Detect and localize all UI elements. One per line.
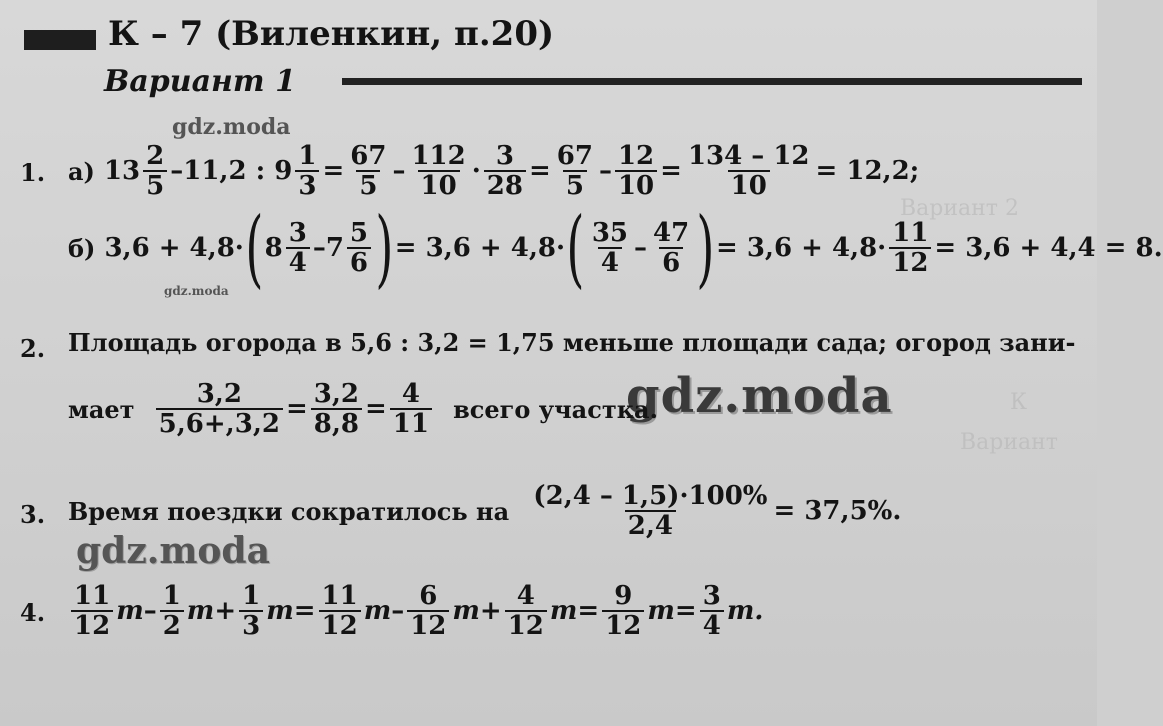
problem-4-number: 4. xyxy=(20,598,46,627)
variant-title: Вариант 1 xyxy=(104,64,296,99)
problem-2-prefix: мает xyxy=(68,394,135,424)
problem-1b-label: б) xyxy=(68,233,96,263)
problem-3-text: Время поездки сократилось на xyxy=(68,496,510,526)
header-marker xyxy=(24,30,96,50)
watermark: gdz.moda xyxy=(164,284,229,298)
bleed-through-text: Вариант 2 xyxy=(900,196,1019,221)
bleed-through-text: К xyxy=(1010,390,1028,415)
problem-4-equation: $\frac{11}{12}$ m – $\frac{1}{2}$ m + $\frac{1}{3}$ m = $\frac{11}{12}$ m – $\frac{6}{12}$ m + $\frac{4}{12}$ m = $\frac{9}{12}$ m = $\frac{3}{4}$ m. xyxy=(68,574,763,648)
variant-divider xyxy=(342,78,1082,85)
problem-1-number: 1. xyxy=(20,158,46,187)
problem-1a-equation: а) 13 $\frac{2}{5}$ –11,2 : 9 $\frac{1}{3}$ = $\frac{67}{5}$ – $\frac{112}{10}$ · $\frac{3}{28}$ = $\frac{67}{5}$ – $\frac{12}{10}$ = $\frac{134 - 12}{10}$ = 12,2; xyxy=(68,140,920,201)
problem-2-suffix: всего участка. xyxy=(453,394,658,424)
problem-2-equation: мает $\frac{3,2}{5,6+,3,2}$ = $\frac{3,2}{8,8}$ = $\frac{4}{11}$ всего участка. xyxy=(68,378,658,439)
watermark: gdz.moda xyxy=(626,368,893,424)
problem-2-number: 2. xyxy=(20,334,46,363)
page-title: К – 7 (Виленкин, п.20) xyxy=(108,14,555,54)
watermark: gdz.moda xyxy=(172,114,291,140)
problem-3-equation: Время поездки сократилось на $\frac{(2,4 - 1,5)\cdot 100\%}{2,4}$ = 37,5%. xyxy=(68,480,902,541)
watermark: gdz.moda xyxy=(76,530,270,572)
bleed-through-text: Вариант xyxy=(960,430,1058,455)
problem-2-text-line1: Площадь огорода в 5,6 : 3,2 = 1,75 меньше площади сада; огород зани- xyxy=(68,328,1076,357)
problem-1a-label: а) xyxy=(68,156,95,186)
problem-3-number: 3. xyxy=(20,500,46,529)
problem-1b-equation: б) 3,6 + 4,8· ( 8 $\frac{3}{4}$ – 7 $\frac{5}{6}$ ) = 3,6 + 4,8· ( $\frac{35}{4}$ – $\frac{47}{6}$ ) = 3,6 + 4,8· $\frac{11}{12}$ = 3,6 + 4,4 = 8. xyxy=(68,199,1163,297)
